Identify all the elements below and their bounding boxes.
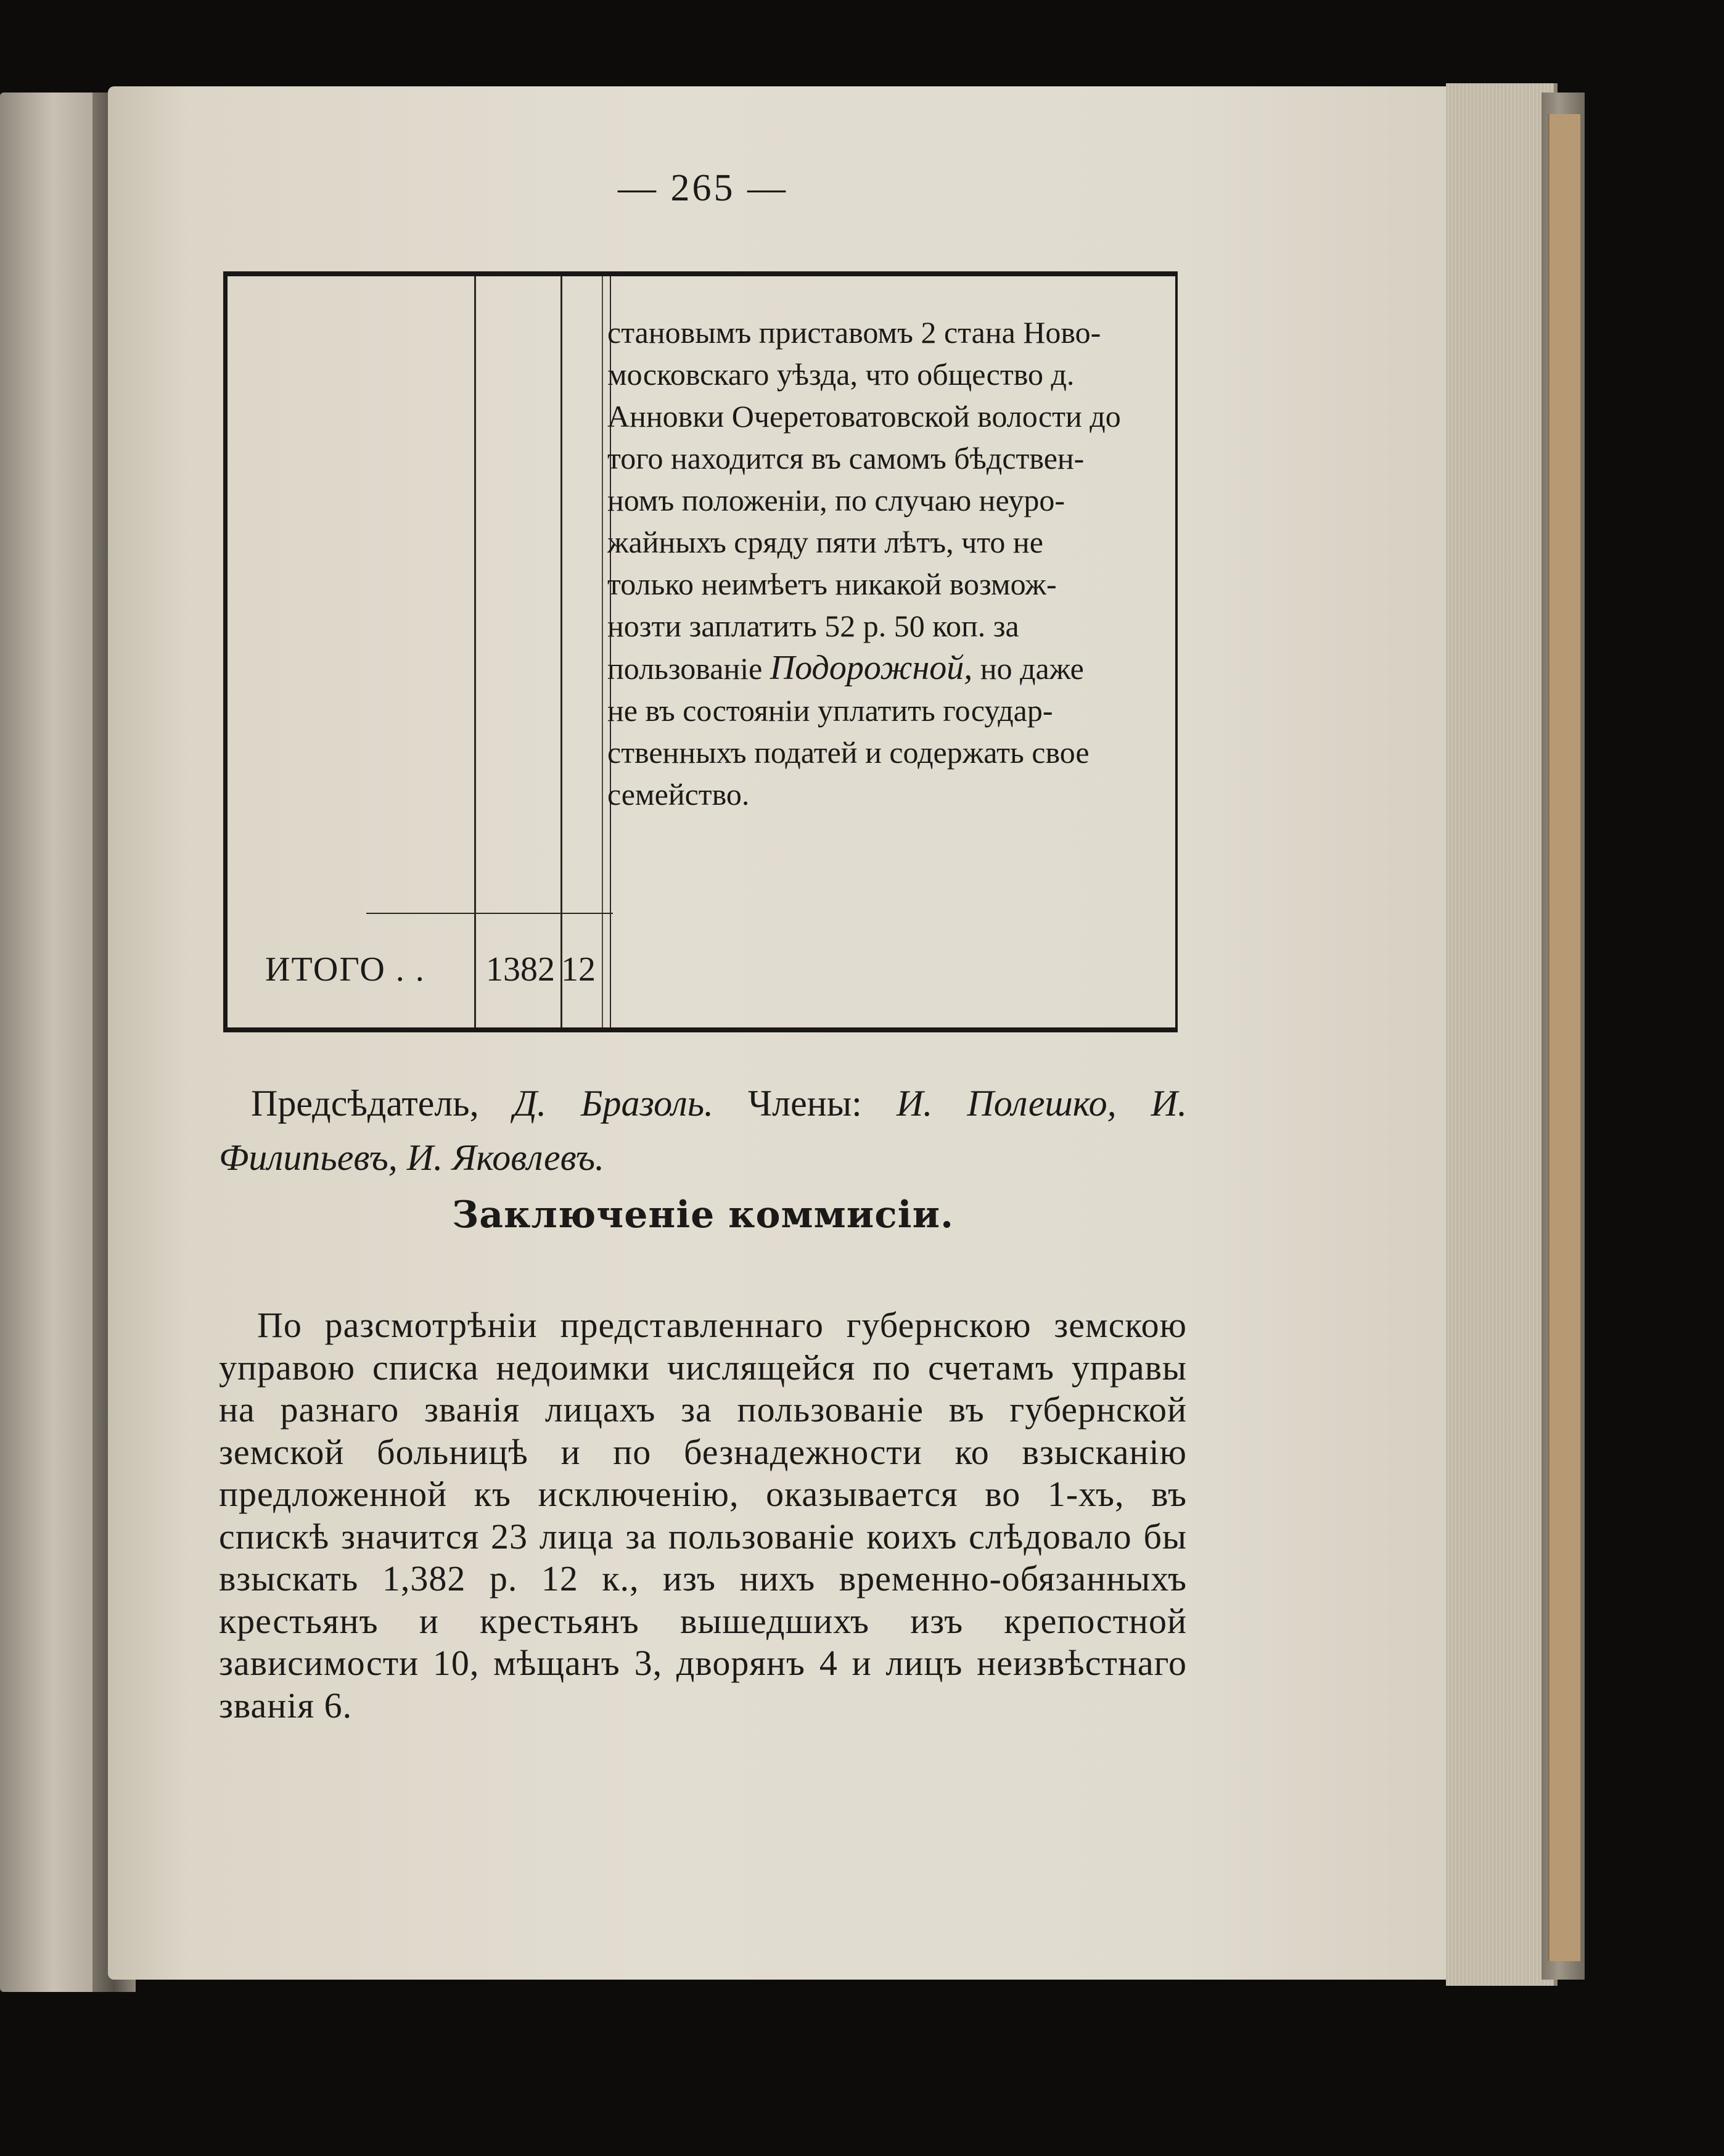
section-heading: Заключеніе коммисіи.	[452, 1193, 954, 1236]
chairman-label: Предсѣдатель,	[251, 1083, 479, 1124]
total-rubles: 1382	[486, 950, 555, 989]
text-span: пользованіе	[607, 651, 770, 686]
table-text-line: московскаго уѣзда, что общество д.	[607, 357, 1075, 392]
table-text-line: ственныхъ податей и содержать свое	[607, 735, 1090, 770]
conclusion-paragraph: По разсмотрѣніи представленнаго губернскою земскою управою списка недоимки числящейся по счетамъ управы на разнаго званія лицахъ за пользованіе въ губернской земской больницѣ и по безнадежности ко взысканію предложенной къ исключенію, оказывается во 1-хъ, въ спискѣ значится 23 лица за пользованіе коихъ слѣдовало бы взыскать 1,382 р. 12 к., изъ нихъ временно-обязанныхъ крестьянъ и крестьянъ вышедшихъ изъ крепостной зависимости 10, мѣщанъ 3, дворянъ 4 и лицъ неизвѣстнаго званія 6.	[219, 1305, 1187, 1726]
table-remark-text	[607, 311, 1172, 815]
table-text-line: жайныхъ сряду пяти лѣтъ, что не	[607, 525, 1043, 559]
table-text-line: того находится въ самомъ бѣдствен-	[607, 441, 1085, 475]
total-label: ИТОГО . .	[265, 950, 425, 989]
signature-line	[219, 1076, 1187, 1185]
total-rule	[366, 913, 613, 914]
table-text-line	[607, 647, 1172, 689]
members-label: Члены:	[748, 1083, 862, 1124]
page-stack-edge	[1446, 83, 1558, 1986]
table-column-rule	[560, 276, 562, 1027]
italic-name: Подорожной,	[770, 649, 973, 687]
members-names: И. Полешко, И. Филипьевъ, И. Яковлевъ.	[219, 1083, 1188, 1178]
table-text-line: номъ положеніи, по случаю неуро-	[607, 483, 1065, 517]
table-text-line: семейство.	[607, 777, 750, 812]
table-text-line: нозти заплатить 52 р. 50 коп. за	[607, 609, 1019, 643]
table-column-rule	[602, 276, 603, 1027]
text-span: но даже	[972, 651, 1084, 686]
table-text-line: только неимѣетъ никакой возмож-	[607, 567, 1057, 601]
table-text-line: становымъ приставомъ 2 стана Ново-	[607, 315, 1101, 350]
table-text-line: не въ состояніи уплатить государ-	[607, 693, 1053, 728]
total-kopecks: 12	[561, 950, 596, 989]
chairman-name: Д. Бразоль.	[513, 1083, 714, 1124]
cover-board	[1548, 114, 1580, 1961]
table-column-rule	[474, 276, 476, 1027]
page-number: — 265 —	[618, 167, 788, 209]
table-text-line: Анновки Очеретоватовской волости до	[607, 399, 1121, 434]
